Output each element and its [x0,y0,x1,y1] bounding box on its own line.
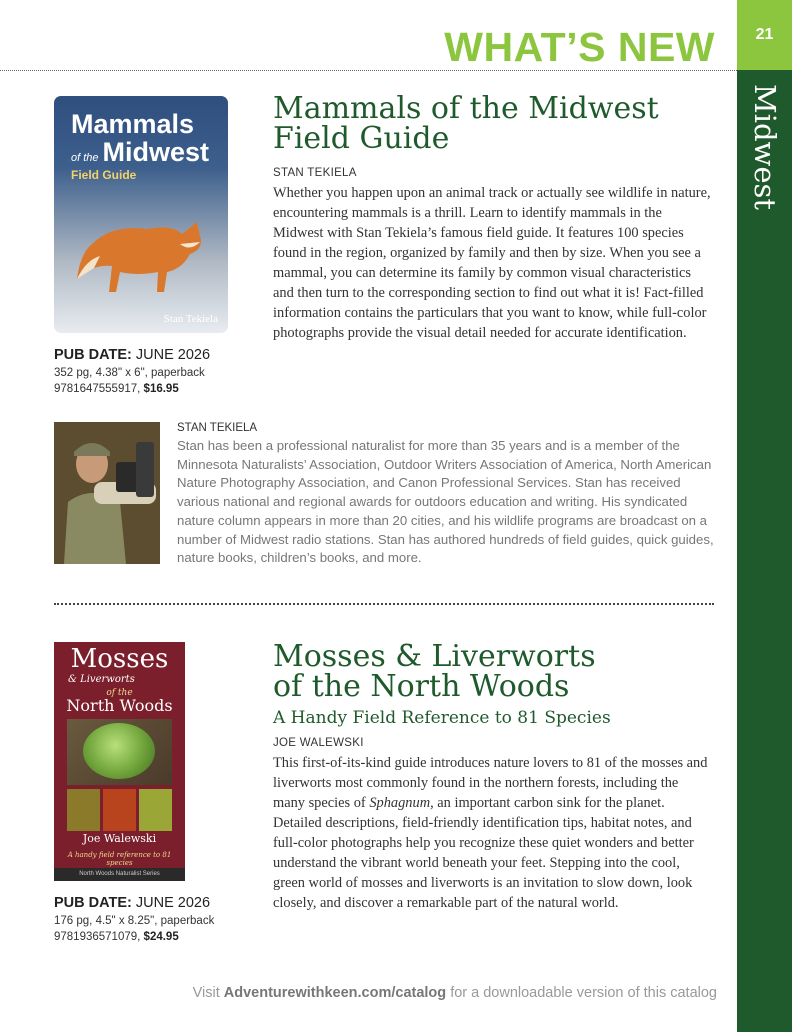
cover-tagline: A handy field reference to 81 species [67,851,172,867]
moss-photo [67,719,172,785]
italic-term: Sphagnum [369,795,431,811]
price: $16.95 [143,383,179,395]
cover-photo-row [67,789,172,831]
pub-info-mammals: PUB DATE: JUNE 2026 352 pg, 4.38" x 6", paperback 9781647555917, $16.95 [54,347,211,395]
author-bio: Stan has been a professional naturalist for more than 35 years and is a member of the Minnesota Naturalists’ Association, Outdoor Writers Association of America, North American Nature Photography Association, and Canon Professional Services. Stan has received various national and regional awards for outdoors education and writing. His syndicated nature column appears in more than 20 cities, and his wildlife programs are broadcast on a number of Midwest radio stations. Stan has authored hundreds of field guides, quick guides, nature books, children’s books, and more. [177,438,714,566]
book-cover-mammals[interactable] [54,96,228,333]
isbn: 9781936571079, [54,931,141,943]
book-subtitle: A Handy Field Reference to 81 Species [273,708,611,728]
page-number: 21 [737,0,792,70]
catalog-link[interactable]: Adventurewithkeen.com/catalog [223,985,447,1001]
book-specs: 352 pg, 4.38" x 6", paperback [54,367,205,379]
cover-subtitle: Field Guide [71,168,137,182]
book-specs: 176 pg, 4.5" x 8.25", paperback [54,915,215,927]
fox-illustration [72,194,212,294]
cover-of-the: of the [106,688,133,698]
cover-title: Mammals of the Midwest [71,109,210,167]
cover-north-woods: North Woods [66,696,173,715]
book-author: STAN TEKIELA [273,167,357,179]
book-description: This first-of-its-kind guide introduces nature lovers to 81 of the mosses and liverworts most commonly found in the northern forests, including the many species of Sphagnum, an important carbon sink for the planet. Detailed descriptions, field-friendly identification tips, habitat notes, and full-color photographs help you recognize these quiet wonders and better understand the vibrant world beneath your feet. Stepping into the cool, green world of mosses and liverworts is an invitation to slow down, look closely, and discover a remarkable part of the natural world. [273,755,708,911]
book-author: JOE WALEWSKI [273,737,364,749]
cover-subtitle: & Liverworts [68,674,135,685]
section-header: WHAT’S NEW [444,24,715,70]
author-photo [54,422,160,564]
cover-series: North Woods Naturalist Series [54,868,185,881]
pub-info-mosses: PUB DATE: JUNE 2026 176 pg, 4.5" x 8.25", paperback 9781936571079, $24.95 [54,895,215,943]
cover-author: Stan Tekiela [163,313,218,325]
cover-title: Mosses [70,644,169,674]
isbn: 9781647555917, [54,383,141,395]
price: $24.95 [143,931,179,943]
book-cover-mosses[interactable] [54,642,185,881]
cover-author: Joe Walewski [82,832,157,845]
header-divider [0,70,737,71]
section-divider [54,603,714,605]
book-description: Whether you happen upon an animal track or actually see wildlife in nature, encountering mammals is a thrill. Learn to identify mammals in the Midwest with Stan Tekiela’s famous field guide. It features 100 species found in the region, organized by family and then by size. When you see a mammal, you can determine its family by common visual characteristics and then turn to the corresponding section to find out what it is! Fact-filled information contains the particulars that you want to know, while full-color photographs provide the visual detail needed for accurate identification. [273,185,711,341]
bio-author-name: STAN TEKIELA [177,422,258,434]
book-title-mosses[interactable]: Mosses & Liverworts of the North Woods [273,639,596,704]
region-label: Midwest [748,84,782,211]
book-title-mammals[interactable]: Mammals of the Midwest Field Guide [273,91,659,156]
footer-note: Visit Adventurewithkeen.com/catalog for a downloadable version of this catalog [192,985,717,1001]
